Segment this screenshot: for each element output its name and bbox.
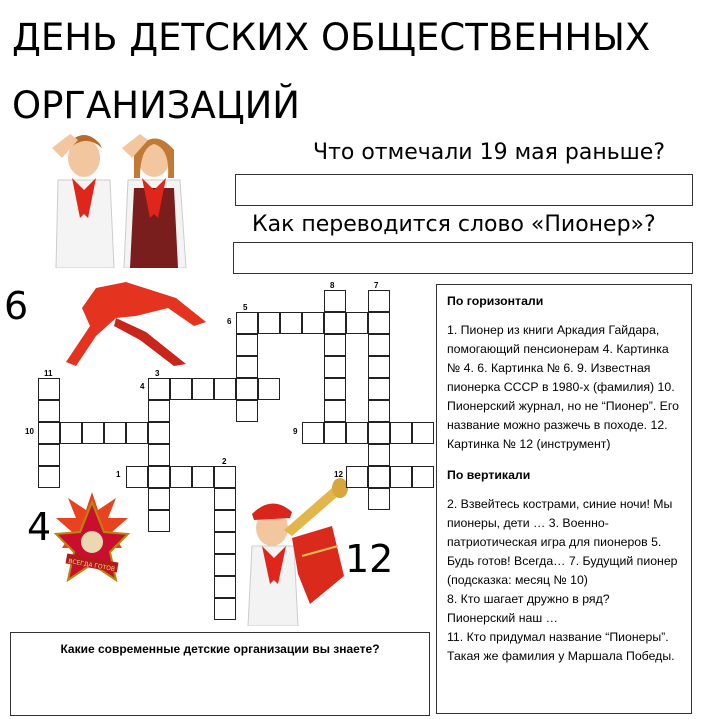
crossword-cell[interactable]: [258, 378, 280, 400]
crossword-cell[interactable]: [214, 532, 236, 554]
crossword-cell[interactable]: [38, 422, 60, 444]
crossword-cell[interactable]: [368, 444, 390, 466]
crossword-cell[interactable]: [214, 554, 236, 576]
crossword-cell[interactable]: [126, 466, 148, 488]
page-title: ДЕНЬ ДЕТСКИХ ОБЩЕСТВЕННЫХ ОРГАНИЗАЦИЙ: [12, 16, 651, 127]
question-1: Что отмечали 19 мая раньше?: [313, 140, 666, 165]
crossword-cell[interactable]: [324, 312, 346, 334]
crossword-cell[interactable]: [368, 488, 390, 510]
crossword-cell[interactable]: [214, 378, 236, 400]
crossword-cell[interactable]: [412, 466, 434, 488]
crossword-cell[interactable]: [324, 422, 346, 444]
crossword-cell[interactable]: [324, 378, 346, 400]
crossword-cell[interactable]: [346, 466, 368, 488]
down-clues-3: 11. Кто придумал название “Пионеры”. Такая же фамилия у Маршала Победы.: [447, 630, 675, 663]
crossword-number-1: 1: [116, 470, 121, 479]
answer-field-1[interactable]: [235, 174, 693, 206]
down-heading: По вертикали: [447, 468, 531, 482]
crossword-number-2: 2: [222, 457, 227, 466]
crossword-cell[interactable]: [38, 400, 60, 422]
crossword-cell[interactable]: [368, 400, 390, 422]
crossword-cell[interactable]: [302, 312, 324, 334]
bottom-question-box[interactable]: [10, 632, 430, 716]
crossword-cell[interactable]: [104, 422, 126, 444]
pioneer-badge-icon: [52, 488, 132, 588]
crossword-cell[interactable]: [324, 400, 346, 422]
crossword-cell[interactable]: [148, 488, 170, 510]
crossword-cell[interactable]: [38, 444, 60, 466]
crossword-cell[interactable]: [258, 312, 280, 334]
crossword-cell[interactable]: [390, 466, 412, 488]
crossword-cell[interactable]: [324, 356, 346, 378]
crossword-cell[interactable]: [368, 422, 390, 444]
answer-field-2[interactable]: [233, 242, 693, 274]
crossword-cell[interactable]: [192, 466, 214, 488]
crossword-cell[interactable]: [60, 422, 82, 444]
crossword-cell[interactable]: [148, 378, 170, 400]
crossword-number-10: 10: [25, 427, 34, 436]
clues-panel: [436, 284, 692, 714]
across-clues: 1. Пионер из книги Аркадия Гайдара, помогающий пенсионерам 4. Картинка № 4. 6. Картинка № 6. 9. Известная пионерка СССР в 1980-х (фамилия) 10. Пионерский журнал, но не “Пионер”. Его название можно разжечь в походе. 12. Картинка № 12 (инструмент): [447, 323, 679, 451]
crossword-cell[interactable]: [170, 466, 192, 488]
crossword-cell[interactable]: [148, 510, 170, 532]
crossword-cell[interactable]: [82, 422, 104, 444]
crossword-cell[interactable]: [38, 466, 60, 488]
crossword-cell[interactable]: [390, 422, 412, 444]
picture-number-6: 6: [4, 284, 29, 328]
crossword-cell[interactable]: [346, 312, 368, 334]
crossword-cell[interactable]: [214, 510, 236, 532]
crossword-cell[interactable]: [236, 312, 258, 334]
crossword-cell[interactable]: [148, 466, 170, 488]
crossword-number-3: 3: [155, 369, 160, 378]
crossword-cell[interactable]: [324, 290, 346, 312]
crossword-number-8: 8: [330, 281, 335, 290]
crossword-cell[interactable]: [38, 378, 60, 400]
pioneers-illustration: [22, 118, 207, 268]
crossword-cell[interactable]: [368, 378, 390, 400]
crossword-number-9: 9: [293, 427, 298, 436]
bottom-question: Какие современные детские организации вы знаете?: [60, 642, 380, 656]
crossword-number-11: 11: [44, 369, 53, 378]
crossword-cell[interactable]: [324, 334, 346, 356]
crossword-cell[interactable]: [346, 422, 368, 444]
badge-motto: ВСЕГДА ГОТОВ: [67, 557, 116, 574]
picture-number-4: 4: [27, 505, 52, 549]
crossword-cell[interactable]: [192, 378, 214, 400]
crossword-cell[interactable]: [236, 356, 258, 378]
crossword-cell[interactable]: [214, 488, 236, 510]
crossword-cell[interactable]: [236, 334, 258, 356]
crossword-number-12: 12: [334, 470, 343, 479]
down-clues-1: 2. Взвейтесь кострами, синие ночи! Мы пионеры, дети … 3. Военно-патриотическая игра для пионеров 5. Будь готов! Всегда… 7. Будущий пионер (подсказка: месяц № 10): [447, 497, 678, 587]
crossword-number-6: 6: [227, 317, 232, 326]
crossword-cell[interactable]: [214, 576, 236, 598]
crossword-cell[interactable]: [236, 378, 258, 400]
crossword-number-7: 7: [374, 281, 379, 290]
crossword-number-5: 5: [243, 303, 248, 312]
crossword-cell[interactable]: [280, 312, 302, 334]
crossword-cell[interactable]: [368, 466, 390, 488]
crossword-cell[interactable]: [412, 422, 434, 444]
crossword-cell[interactable]: [148, 400, 170, 422]
crossword-cell[interactable]: [368, 334, 390, 356]
crossword-cell[interactable]: [170, 378, 192, 400]
across-heading: По горизонтали: [447, 294, 544, 308]
pioneer-tie-icon: [56, 278, 216, 368]
crossword-cell[interactable]: [368, 312, 390, 334]
crossword-cell[interactable]: [302, 422, 324, 444]
down-clues-2: 8. Кто шагает дружно в ряд? Пионерский наш …: [447, 592, 610, 625]
bugler-illustration: [232, 466, 357, 626]
crossword-cell[interactable]: [148, 444, 170, 466]
picture-number-12: 12: [345, 537, 394, 581]
crossword-cell[interactable]: [126, 422, 148, 444]
crossword-cell[interactable]: [148, 422, 170, 444]
crossword-number-4: 4: [140, 382, 145, 391]
crossword-cell[interactable]: [236, 400, 258, 422]
crossword-cell[interactable]: [214, 466, 236, 488]
question-2: Как переводится слово «Пионер»?: [252, 212, 656, 237]
crossword-cell[interactable]: [368, 290, 390, 312]
crossword-cell[interactable]: [368, 356, 390, 378]
crossword-cell[interactable]: [214, 598, 236, 620]
